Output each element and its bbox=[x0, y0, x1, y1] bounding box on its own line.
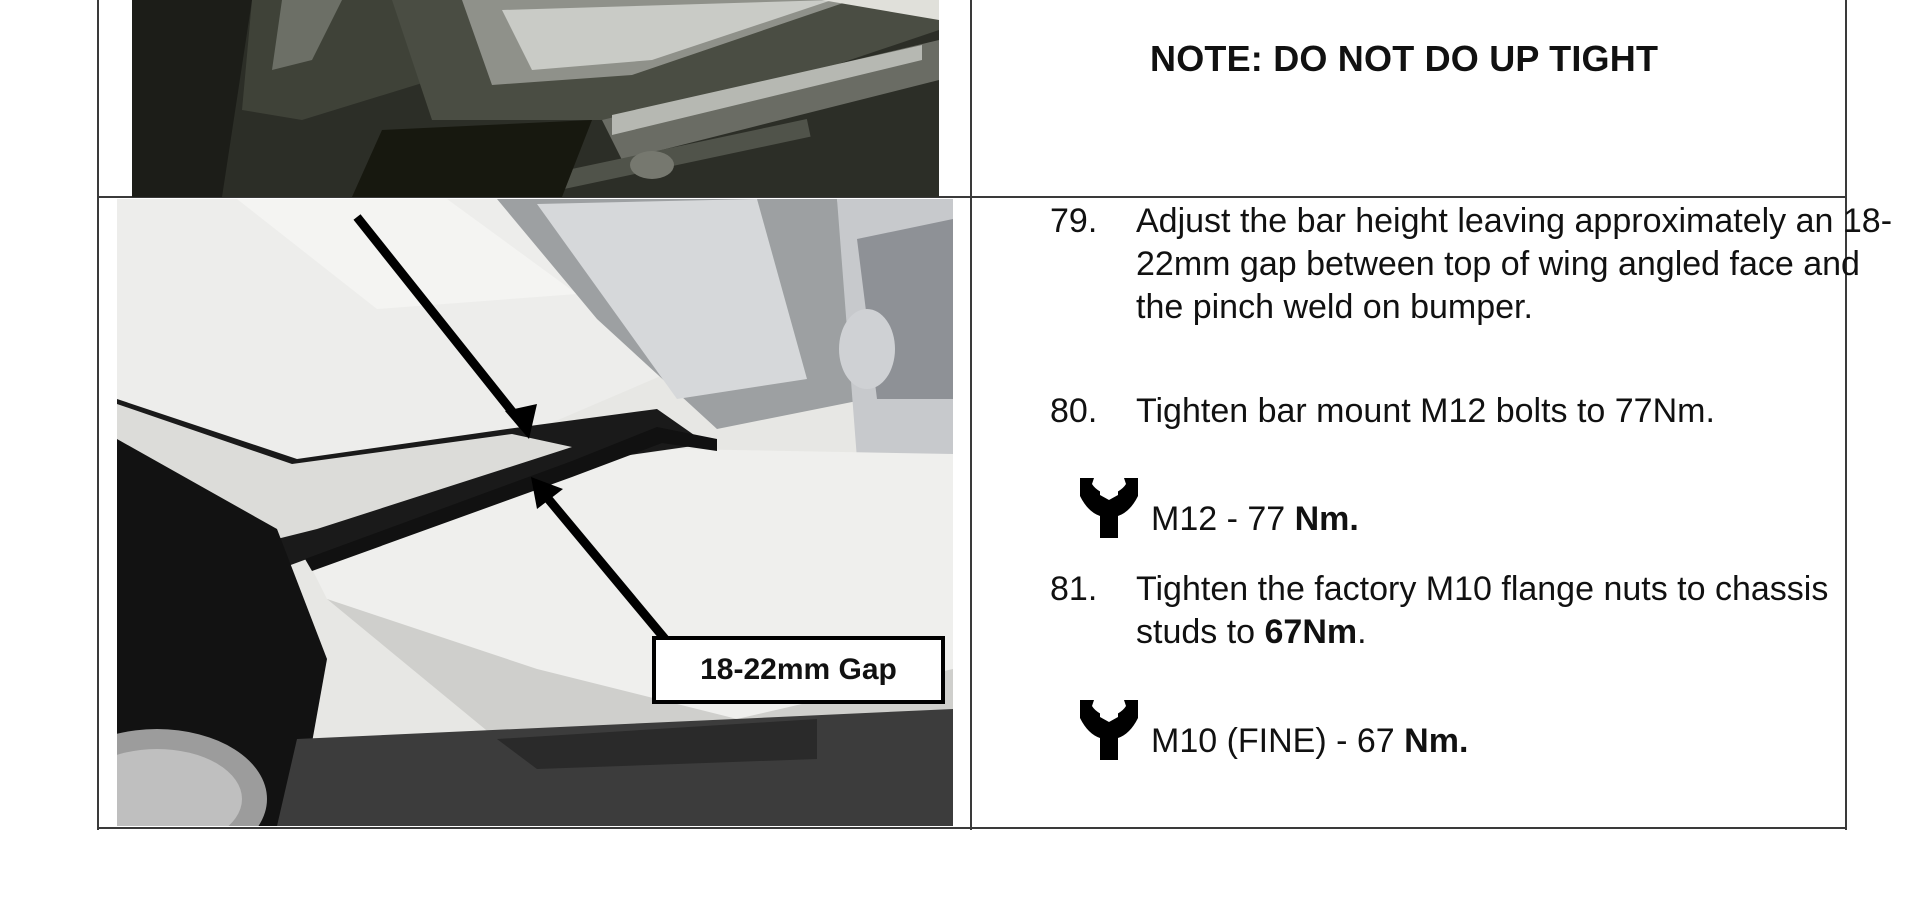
table-border-bottom bbox=[97, 827, 1847, 829]
torque-spec-label: M10 (FINE) - 67 Nm. bbox=[1151, 722, 1469, 760]
step-text: Tighten bar mount M12 bolts to 77Nm. bbox=[1136, 392, 1715, 430]
step-text: Adjust the bar height leaving approximately an 18-22mm gap between top of wing angled face and the pinch weld on bumper. bbox=[1136, 202, 1893, 326]
gap-callout-label: 18-22mm Gap bbox=[652, 636, 945, 704]
step-number: 81. bbox=[1050, 570, 1098, 608]
torque-wrench-icon bbox=[1076, 472, 1142, 538]
undercarriage-illustration bbox=[132, 0, 939, 197]
table-border-left bbox=[97, 0, 99, 830]
torque-spec-m10 bbox=[1076, 694, 1468, 760]
step-number: 80. bbox=[1050, 392, 1098, 430]
step-text: Tighten the factory M10 flange nuts to chassis studs to 67Nm. bbox=[1136, 570, 1829, 651]
torque-spec-label: M12 - 77 Nm. bbox=[1151, 500, 1359, 538]
bumper-illustration bbox=[117, 199, 953, 826]
torque-wrench-icon bbox=[1076, 694, 1142, 760]
step-number: 79. bbox=[1050, 202, 1098, 240]
torque-spec-m12 bbox=[1076, 472, 1359, 538]
table-border-middle bbox=[970, 0, 972, 830]
undercarriage-photo bbox=[132, 0, 939, 197]
bumper-gap-photo bbox=[117, 199, 953, 826]
note-heading: NOTE: DO NOT DO UP TIGHT bbox=[1150, 38, 1659, 79]
